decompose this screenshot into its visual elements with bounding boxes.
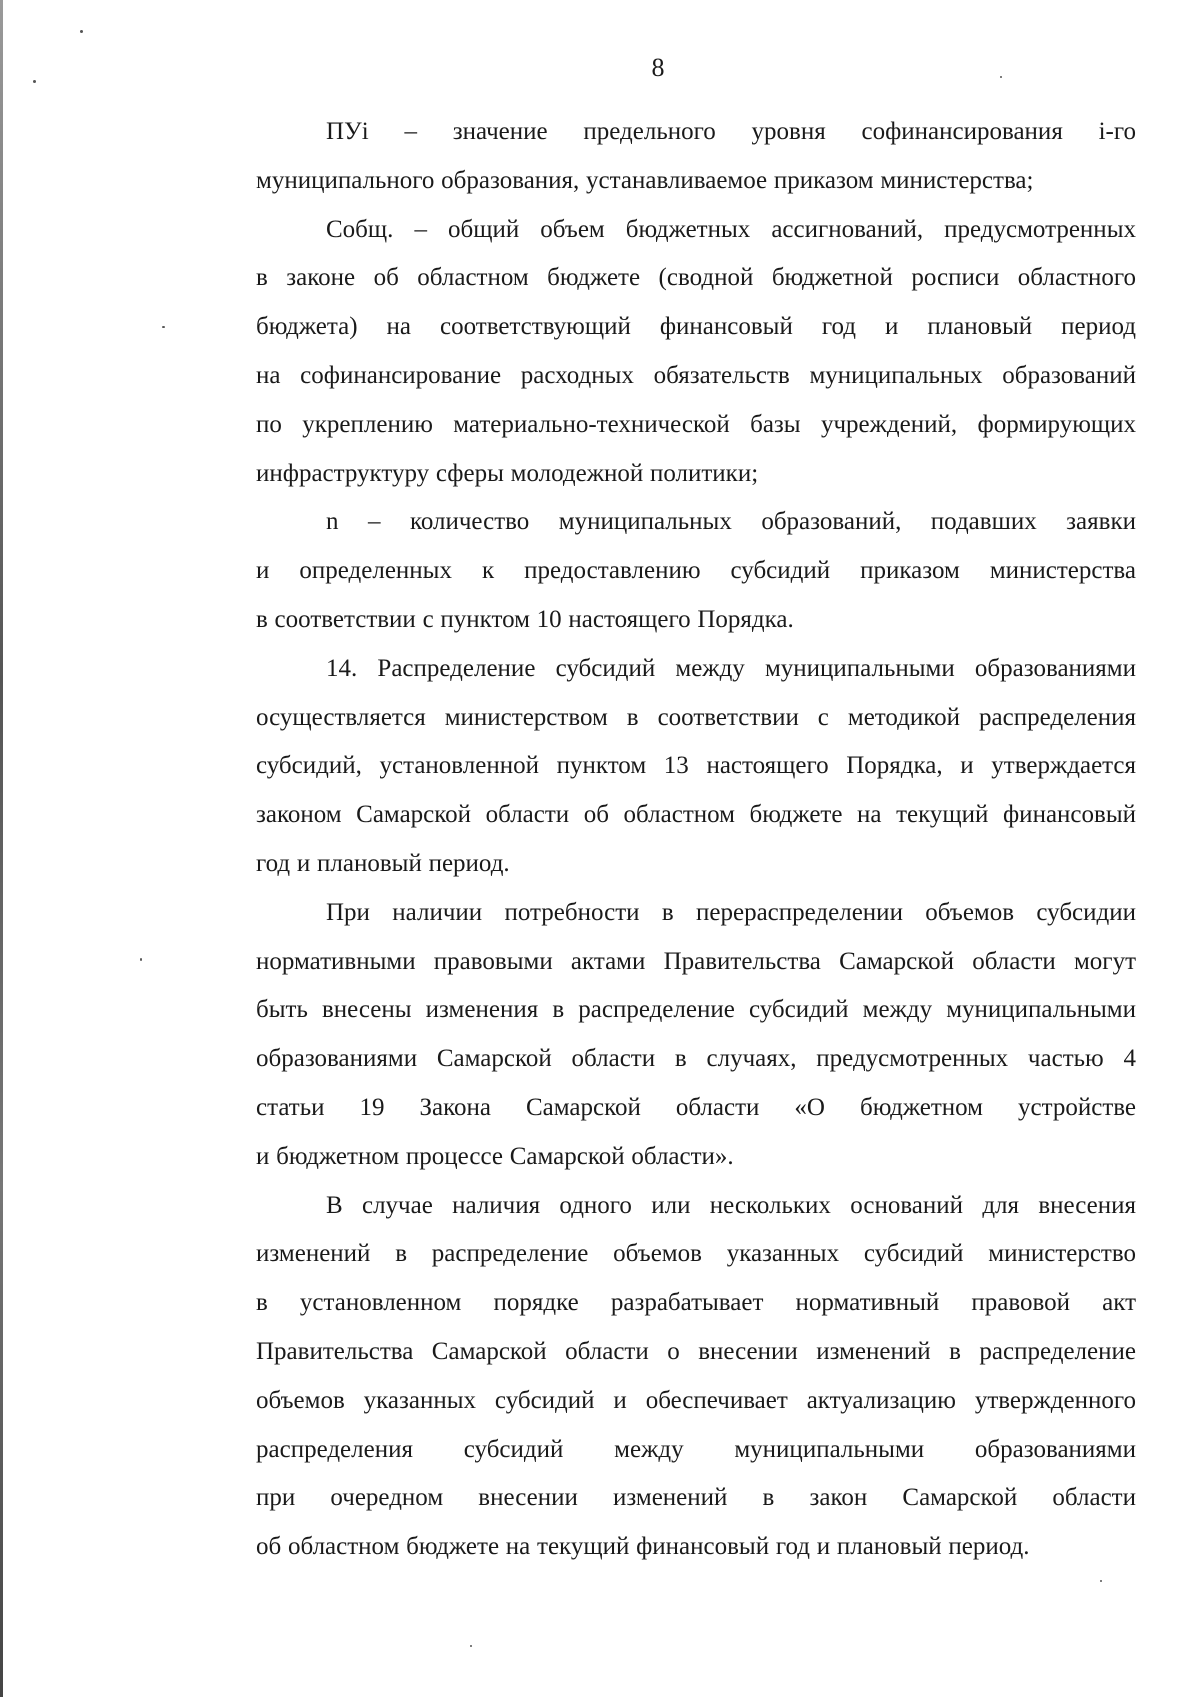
- text-line: в законе об областном бюджете (сводной бюджетной росписи областного: [256, 264, 1136, 292]
- text-line: на софинансирование расходных обязательств муниципальных образований: [256, 361, 1136, 389]
- paragraph-redistribution: [186, 889, 1136, 1182]
- text-line: при очередном внесении изменений в закон Самарской области: [256, 1484, 1136, 1512]
- page-number: 8: [651, 53, 665, 82]
- text-line: в соответствии с пунктом 10 настоящего Порядка.: [256, 605, 794, 633]
- text-line: Собщ. – общий объем бюджетных ассигнований, предусмотренных: [326, 215, 1136, 243]
- scan-speck: [1000, 76, 1002, 78]
- text-line: и бюджетном процессе Самарской области».: [256, 1142, 734, 1170]
- text-line: об областном бюджете на текущий финансовый год и плановый период.: [256, 1533, 1030, 1561]
- text-line: и определенных к предоставлению субсидий приказом министерства: [256, 557, 1136, 585]
- text-line: законом Самарской области об областном бюджете на текущий финансовый: [256, 801, 1136, 829]
- text-line: 14. Распределение субсидий между муниципальными образованиями: [326, 654, 1136, 682]
- scan-speck: [80, 30, 83, 33]
- text-line: ПУi – значение предельного уровня софинансирования i-го: [326, 118, 1136, 145]
- text-line: быть внесены изменения в распределение субсидий между муниципальными: [256, 996, 1136, 1024]
- paragraph-amendments: [186, 1182, 1136, 1572]
- text-line: бюджета) на соответствующий финансовый год и плановый период: [256, 313, 1136, 341]
- paragraph-item-14: [186, 645, 1136, 889]
- scan-speck: [140, 958, 142, 961]
- text-line: в установленном порядке разрабатывает нормативный правовой акт: [256, 1289, 1136, 1317]
- paragraph-total-volume-definition: [186, 206, 1136, 499]
- scan-speck: [470, 1645, 472, 1647]
- text-line: изменений в распределение объемов указанных субсидий министерство: [256, 1240, 1136, 1268]
- text-line: муниципального образования, устанавливаемое приказом министерства;: [256, 166, 1034, 194]
- text-line: объемов указанных субсидий и обеспечивает актуализацию утвержденного: [256, 1386, 1136, 1414]
- text-line: n – количество муниципальных образований, подавших заявки: [326, 508, 1136, 536]
- text-line: распределения субсидий между муниципальными образованиями: [256, 1435, 1136, 1463]
- scan-speck: [1100, 1580, 1102, 1582]
- document-body: [186, 108, 1136, 1572]
- text-line: инфраструктуру сферы молодежной политики;: [256, 459, 759, 487]
- scan-speck: [33, 80, 36, 83]
- text-line: осуществляется министерством в соответствии с методикой распределения: [256, 703, 1136, 731]
- scan-edge: [0, 0, 3, 1697]
- text-line: год и плановый период.: [256, 849, 510, 877]
- text-line: При наличии потребности в перераспределении объемов субсидии: [326, 898, 1136, 926]
- paragraph-pu-definition: [186, 108, 1136, 206]
- text-line: нормативными правовыми актами Правительства Самарской области могут: [256, 947, 1136, 975]
- text-line: статьи 19 Закона Самарской области «О бюджетном устройстве: [256, 1093, 1136, 1121]
- text-line: В случае наличия одного или нескольких оснований для внесения: [326, 1191, 1136, 1219]
- text-line: субсидий, установленной пунктом 13 настоящего Порядка, и утверждается: [256, 752, 1136, 780]
- paragraph-n-definition: [186, 498, 1136, 644]
- text-line: образованиями Самарской области в случаях, предусмотренных частью 4: [256, 1045, 1136, 1073]
- text-line: по укреплению материально-технической базы учреждений, формирующих: [256, 410, 1136, 438]
- text-line: Правительства Самарской области о внесении изменений в распределение: [256, 1337, 1136, 1365]
- scan-speck: [162, 326, 165, 328]
